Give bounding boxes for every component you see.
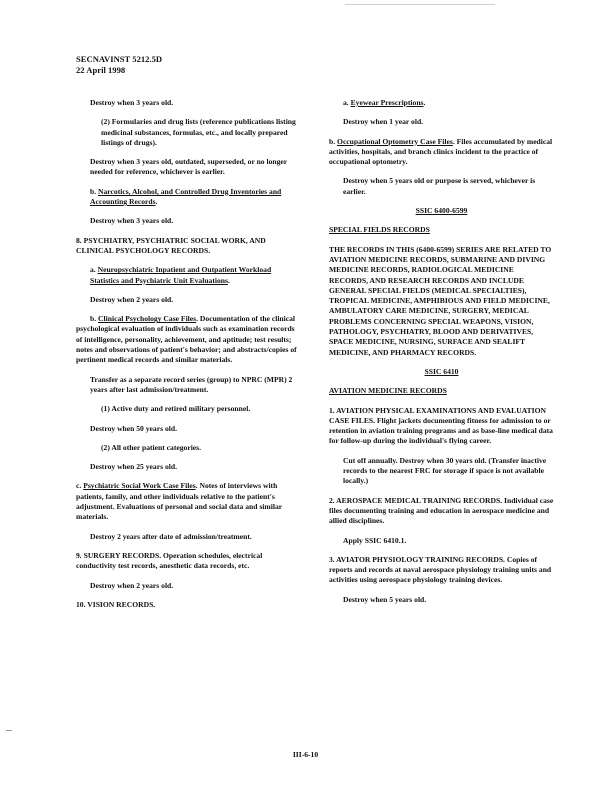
item-label: b. [329, 136, 336, 146]
section-heading: 8. PSYCHIATRY, PSYCHIATRIC SOCIAL WORK, AND CLINICAL PSYCHOLOGY RECORDS. [76, 235, 266, 255]
disposition-text: Destroy 2 years after date of admission/treatment. [90, 531, 252, 541]
item-title: Psychiatric Social Work Case Files [83, 481, 196, 491]
left-column [76, 98, 301, 619]
item-label: a. [343, 98, 349, 107]
paragraph: b. Occupational Optometry Case Files. Files accumulated by medical activities, hospitals, and branch clinics incident to the practice of occupational optometry. [329, 136, 553, 167]
paragraph: a. Eyewear Prescriptions. [343, 98, 426, 107]
paragraph: (2) Formularies and drug lists (reference publications listing medicinal substances, formulas, etc., and locally prepared listings of drugs). [101, 117, 296, 147]
disposition-text: Destroy when 3 years old. [90, 216, 174, 226]
item-text: Notes of interviews with patients, family, and other individuals relative to the patient's adjustment. Evaluations of personal and social data and similar materials. [76, 481, 282, 522]
disposition-text: Destroy when 50 years old. [90, 423, 177, 433]
disposition-text: Destroy when 5 years old. [343, 594, 427, 604]
item-label: a. [90, 265, 96, 275]
disposition-text: Destroy when 3 years old, outdated, superseded, or no longer needed for reference, whichever is earlier. [90, 157, 288, 177]
ssic-heading: SSIC 6410 [424, 366, 459, 376]
paragraph: a. Neuropsychiatric Inpatient and Outpatient Workload Statistics and Psychiatric Unit Evaluations. [90, 265, 272, 285]
paragraph: (1) Active duty and retired military personnel. [101, 404, 251, 414]
paragraph: (2) All other patient categories. [101, 442, 202, 452]
item-text: Documentation of the clinical psychological evaluation of individuals such as examination records of intelligence, personality, achievement, and aptitude; test results; notes and observations of patient's behavior; and abstracts/copies of pertinent medical records and similar materials. [76, 314, 297, 365]
section-heading: 10. VISION RECORDS. [76, 599, 156, 609]
item-label: b. [90, 186, 97, 196]
disposition-text: Cut off annually. Destroy when 30 years old. (Transfer inactive records to the nearest FRC for storage if space is not available locally.) [343, 455, 547, 486]
top-scan-line [345, 4, 495, 5]
disposition-text: Transfer as a separate record series (group) to NPRC (MPR) 2 years after last admission/treatment. [90, 374, 293, 394]
item-title: Occupational Optometry Case Files [337, 136, 453, 146]
paragraph: b. Clinical Psychology Case Files. Documentation of the clinical psychological evaluation of individuals such as examination records of intelligence, personality, achievement, and aptitude; test results; notes and observations of patient's behavior; and abstracts/copies of pertinent medical records and similar materials. [76, 314, 297, 365]
ssic-heading: SSIC 6400-6599 [415, 206, 468, 216]
disposition-text: Apply SSIC 6410.1. [343, 535, 407, 545]
document-header [76, 54, 162, 76]
disposition-text: Destroy when 5 years old or purpose is served, whichever is earlier. [343, 176, 536, 196]
disposition-text: Destroy when 3 years old. [90, 98, 174, 107]
paragraph: 1. AVIATION PHYSICAL EXAMINATIONS AND EVALUATION CASE FILES. Flight jackets documenting fitness for admission to or retention in aviation training programs and as base-line medical data for follow-up during the individual's flying career. [329, 405, 553, 446]
disposition-text: Destroy when 2 years old. [90, 294, 174, 304]
item-title: Neuropsychiatric Inpatient and Outpatient Workload Statistics and Psychiatric Unit Evaluations [90, 265, 272, 285]
disposition-text: Destroy when 2 years old. [90, 580, 174, 590]
document-date: 22 April 1998 [76, 65, 126, 75]
paragraph: 2. AEROSPACE MEDICAL TRAINING RECORDS. Individual case files documenting training and education in aerospace medicine and allied disciplines. [329, 495, 554, 526]
item-title: Clinical Psychology Case Files [98, 314, 197, 324]
item-title: Narcotics, Alcohol, and Controlled Drug Inventories and Accounting Records [90, 186, 282, 207]
margin-scan-mark [6, 730, 12, 731]
paragraph: 3. AVIATOR PHYSIOLOGY TRAINING RECORDS. Copies of reports and records at naval aerospace physiology training units and activities using aerospace physiology training devices. [329, 554, 552, 585]
disposition-text: Destroy when 25 years old. [90, 462, 177, 472]
item-label: c. [76, 481, 82, 491]
item-label: b. [90, 314, 97, 324]
item-text: Files accumulated by medical activities, hospitals, and branch clinics incident to the practice of occupational optometry. [329, 136, 553, 167]
document-id: SECNAVINST 5212.5D [76, 54, 163, 64]
records-heading: SPECIAL FIELDS RECORDS [329, 225, 430, 235]
disposition-text: Destroy when 1 year old. [343, 117, 424, 127]
section-heading: 9. SURGERY RECORDS. Operation schedules, electrical conductivity test records, anesthetic data records, etc. [76, 550, 263, 571]
records-heading: AVIATION MEDICINE RECORDS [329, 386, 447, 396]
paragraph: c. Psychiatric Social Work Case Files. Notes of interviews with patients, family, and other individuals relative to the patient's adjustment. Evaluations of personal and social data and similar materials. [76, 481, 282, 522]
series-description: THE RECORDS IN THIS (6400-6599) SERIES ARE RELATED TO AVIATION MEDICINE RECORDS, SUBMARINE AND DIVING MEDICINE RECORDS, RADIOLOGICAL MEDICINE RECORDS, AND RESEARCH RECORDS AND INCLUDE GENERAL SPECIAL FIELDS (MEDICAL SPECIALTIES), TROPICAL MEDICINE, AMPHIBIOUS AND FIELD MEDICINE, AMBULATORY CARE MEDICINE, SURGERY, MEDICAL PROBLEMS CONCERNING SPECIAL WEAPONS, VISION, PATHOLOGY, PSYCHIATRY, BLOOD AND DERIVATIVES, SPACE MEDICINE, NURSING, SURFACE AND SEALIFT MEDICINE, AND PHARMACY RECORDS. [329, 244, 552, 357]
paragraph: b. Narcotics, Alcohol, and Controlled Drug Inventories and Accounting Records. [90, 186, 282, 207]
right-column [329, 98, 554, 614]
item-title: Eyewear Prescriptions [350, 98, 424, 107]
page-number: III-6-10 [292, 750, 319, 759]
